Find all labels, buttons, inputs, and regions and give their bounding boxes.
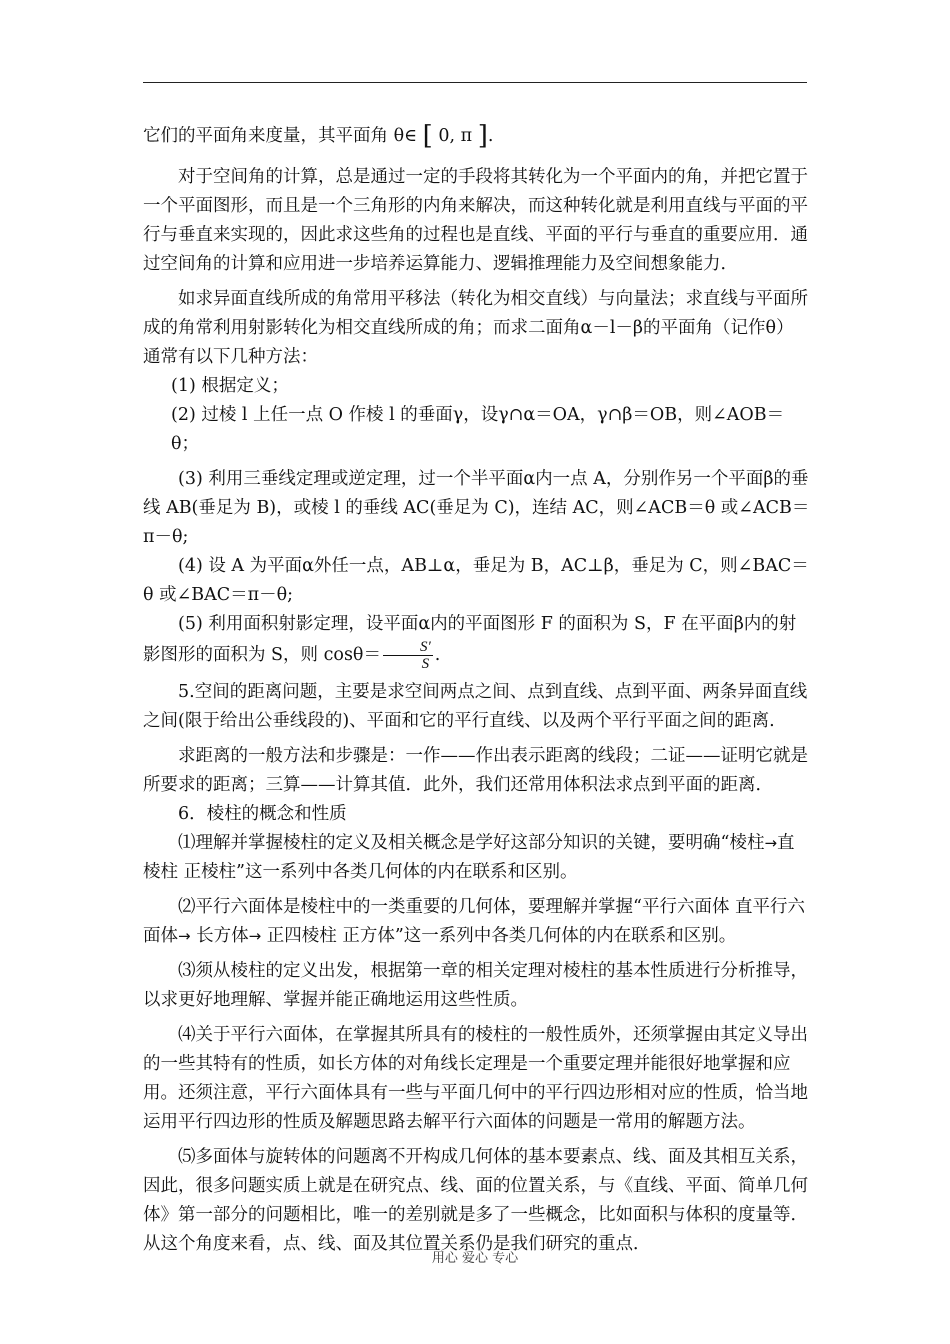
text-fragment: 正四棱柱 正方体”这一系列中各类几何体的内在联系和区别。 [261, 926, 737, 946]
text-fragment: . [487, 126, 494, 146]
section-6-title: 6．棱柱的概念和性质 [178, 804, 347, 824]
header-rule [143, 82, 807, 83]
prism-item-5: ⑸多面体与旋转体的问题离不开构成几何体的基本要素点、线、面及其相互关系，因此，很多问题实质上就是在研究点、线、面的位置关系，与《直线、平面、简单几何体》第一部分的问题相比，唯一的差别就是多了一些概念，比如面积与体积的度量等．从这个角度来看，点、线、面及其位置关系仍是我们研究的重点． [143, 1147, 808, 1254]
paragraph-angle-calc: 对于空间角的计算，总是通过一定的手段将其转化为一个平面内的角，并把它置于一个平面图形，而且是一个三角形的内角来解决，而这种转化就是利用直线与平面的平行与垂直来实现的，因此求这些角的过程也是直线、平面的平行与垂直的重要应用．通过空间角的计算和应用进一步培养运算能力、逻辑推理能力及空间想象能力． [143, 167, 808, 274]
text-fragment: 直平行六面体 [143, 897, 806, 946]
fraction-numerator: S′ [383, 639, 433, 656]
method-item-2: (2) 过棱 l 上任一点 O 作棱 l 的垂面γ，设γ∩α＝OA，γ∩β＝OB，则∠AOB＝θ； [171, 405, 785, 454]
fraction [383, 639, 433, 672]
prism-item-4: ⑷关于平行六面体，在掌握其所具有的棱柱的一般性质外，还须掌握由其定义导出的一些其特有的性质，如长方体的对角线长定理是一个重要定理并能很好地掌握和应用。还须注意，平行六面体具有一些与平面几何中的平行四边形相对应的性质，恰当地运用平行四边形的性质及解题思路去解平行六面体的问题是一常用的解题方法。 [143, 1025, 808, 1132]
text-fragment: (5) 利用面积射影定理，设平面α内的平面图形 F 的面积为 S，F 在平面β内的射影图形的面积为 S，则 cosθ＝ [143, 614, 797, 665]
arrow-icon: → [248, 927, 262, 945]
text-fragment: . [434, 645, 441, 665]
text-fragment: 直棱柱 正棱柱”这一系列中各类几何体的内在联系和区别。 [143, 833, 795, 882]
text-fragment: 它们的平面角来度量，其平面角 [143, 126, 388, 146]
text-fragment: ⑵平行六面体是棱柱中的一类重要的几何体，要理解并掌握“平行六面体 [178, 897, 730, 917]
bracket-right: ] [477, 121, 488, 151]
bracket-left: [ [422, 121, 433, 151]
paragraph-distance-method: 求距离的一般方法和步骤是：一作——作出表示距离的线段；二证——证明它就是所要求的距离；三算——计算其值．此外，我们还常用体积法求点到平面的距离． [143, 746, 808, 795]
prism-item-3: ⑶须从棱柱的定义出发，根据第一章的相关定理对棱柱的基本性质进行分析推导，以求更好地理解、掌握并能正确地运用这些性质。 [143, 961, 808, 1010]
fraction-denominator: S [421, 656, 430, 672]
paragraph-distance: 5.空间的距离问题，主要是求空间两点之间、点到直线、点到平面、两条异面直线之间(限于给出公垂线段的)、平面和它的平行直线、以及两个平行平面之间的距离. [143, 682, 808, 731]
paragraph-angle-methods: 如求异面直线所成的角常用平移法（转化为相交直线）与向量法；求直线与平面所成的角常利用射影转化为相交直线所成的角；而求二面角α－l－β的平面角（记作θ）通常有以下几种方法： [143, 289, 808, 367]
document-body [143, 122, 811, 1259]
text-fragment: 长方体 [190, 926, 249, 946]
prism-item-1 [143, 829, 811, 887]
page-footer: 用心 爱心 专心 [431, 1251, 519, 1266]
math-theta: θ∈ [393, 126, 418, 146]
method-item-4: (4) 设 A 为平面α外任一点，AB⊥α，垂足为 B，AC⊥β，垂足为 C，则∠BAC＝θ 或∠BAC＝π－θ; [143, 556, 809, 605]
method-item-1: (1) 根据定义； [171, 376, 289, 396]
text-fragment: ⑴理解并掌握棱柱的定义及相关概念是学好这部分知识的关键，要明确“棱柱 [178, 833, 765, 853]
arrow-icon: → [178, 927, 191, 945]
math-interval: 0, π [432, 126, 478, 146]
line-plane-angle-range [143, 122, 811, 151]
prism-item-2 [143, 893, 811, 951]
arrow-icon: → [764, 834, 778, 852]
method-item-5 [143, 610, 811, 672]
method-item-3: (3) 利用三垂线定理或逆定理，过一个半平面α内一点 A，分别作另一个平面β的垂线 AB(垂足为 B)，或棱 l 的垂线 AC(垂足为 C)，连结 AC，则∠ACB＝θ 或∠ACB＝π－θ; [143, 469, 810, 547]
